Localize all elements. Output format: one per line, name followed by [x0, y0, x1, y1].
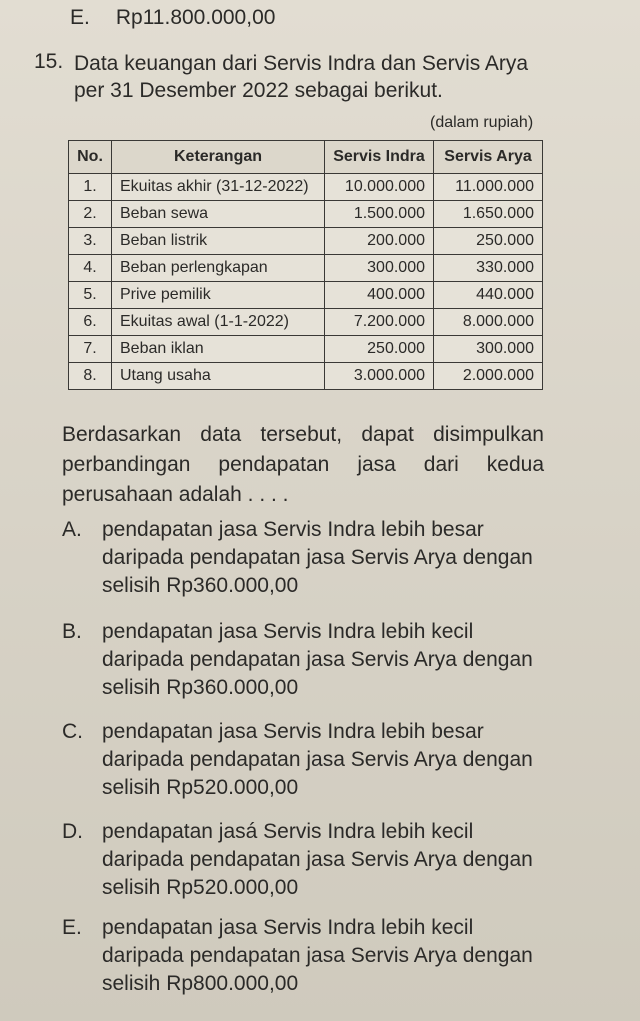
previous-option-e — [70, 6, 275, 30]
cell-servis-indra: 3.000.000 — [325, 363, 434, 390]
cell-no: 5. — [69, 282, 112, 309]
option-b[interactable] — [62, 618, 552, 702]
header-no: No. — [69, 141, 112, 174]
cell-servis-arya: 8.000.000 — [434, 309, 543, 336]
cell-servis-indra: 400.000 — [325, 282, 434, 309]
option-letter: E. — [70, 6, 90, 29]
cell-servis-arya: 250.000 — [434, 228, 543, 255]
cell-keterangan: Beban sewa — [112, 201, 325, 228]
option-e[interactable] — [62, 914, 552, 998]
table-row — [69, 174, 543, 201]
cell-servis-arya: 11.000.000 — [434, 174, 543, 201]
option-a[interactable] — [62, 516, 552, 600]
option-text: pendapatan jasa Servis Indra lebih kecil daripada pendapatan jasa Servis Arya dengan selisih Rp360.000,00 — [102, 620, 533, 699]
option-letter: E. — [62, 916, 82, 939]
option-text: pendapatan jasá Servis Indra lebih kecil daripada pendapatan jasa Servis Arya dengan selisih Rp520.000,00 — [102, 820, 533, 899]
option-text: Rp11.800.000,00 — [115, 6, 276, 29]
option-text: pendapatan jasa Servis Indra lebih besar daripada pendapatan jasa Servis Arya dengan selisih Rp520.000,00 — [102, 720, 533, 799]
cell-servis-indra: 1.500.000 — [325, 201, 434, 228]
option-text: pendapatan jasa Servis Indra lebih besar daripada pendapatan jasa Servis Arya dengan selisih Rp360.000,00 — [102, 518, 533, 597]
table-row — [69, 255, 543, 282]
cell-servis-arya: 2.000.000 — [434, 363, 543, 390]
question-number: 15. — [34, 50, 64, 73]
table-row — [69, 336, 543, 363]
cell-servis-indra: 10.000.000 — [325, 174, 434, 201]
table-row — [69, 309, 543, 336]
option-text: pendapatan jasa Servis Indra lebih kecil daripada pendapatan jasa Servis Arya dengan selisih Rp800.000,00 — [102, 916, 533, 995]
cell-servis-arya: 440.000 — [434, 282, 543, 309]
option-letter: A. — [62, 518, 82, 541]
table-row — [69, 363, 543, 390]
question-text: Data keuangan dari Servis Indra dan Servis Arya per 31 Desember 2022 sebagai berikut. — [74, 52, 529, 102]
cell-keterangan: Beban iklan — [112, 336, 325, 363]
table-row — [69, 282, 543, 309]
table-header-row — [69, 141, 543, 174]
cell-no: 4. — [69, 255, 112, 282]
cell-servis-indra: 7.200.000 — [325, 309, 434, 336]
cell-keterangan: Beban listrik — [112, 228, 325, 255]
cell-keterangan: Ekuitas awal (1-1-2022) — [112, 309, 325, 336]
cell-keterangan: Ekuitas akhir (31-12-2022) — [112, 174, 325, 201]
cell-no: 2. — [69, 201, 112, 228]
cell-keterangan: Beban perlengkapan — [112, 255, 325, 282]
cell-no: 1. — [69, 174, 112, 201]
cell-servis-indra: 250.000 — [325, 336, 434, 363]
cell-no: 8. — [69, 363, 112, 390]
cell-no: 3. — [69, 228, 112, 255]
data-table — [68, 140, 543, 390]
option-letter: B. — [62, 620, 82, 643]
option-letter: D. — [62, 820, 83, 843]
table-row — [69, 228, 543, 255]
cell-keterangan: Utang usaha — [112, 363, 325, 390]
header-servis-indra: Servis Indra — [325, 141, 434, 174]
cell-servis-arya: 330.000 — [434, 255, 543, 282]
cell-no: 6. — [69, 309, 112, 336]
cell-servis-indra: 200.000 — [325, 228, 434, 255]
header-keterangan: Keterangan — [112, 141, 325, 174]
cell-servis-arya: 300.000 — [434, 336, 543, 363]
option-c[interactable] — [62, 718, 552, 802]
cell-no: 7. — [69, 336, 112, 363]
cell-servis-arya: 1.650.000 — [434, 201, 543, 228]
cell-keterangan: Prive pemilik — [112, 282, 325, 309]
option-d[interactable] — [62, 818, 552, 902]
header-servis-arya: Servis Arya — [434, 141, 543, 174]
option-letter: C. — [62, 720, 83, 743]
cell-servis-indra: 300.000 — [325, 255, 434, 282]
question-stem: Berdasarkan data tersebut, dapat disimpulkan perbandingan pendapatan jasa dari kedua perusahaan adalah . . . . — [62, 423, 544, 506]
table-row — [69, 201, 543, 228]
unit-note: (dalam rupiah) — [430, 114, 534, 131]
